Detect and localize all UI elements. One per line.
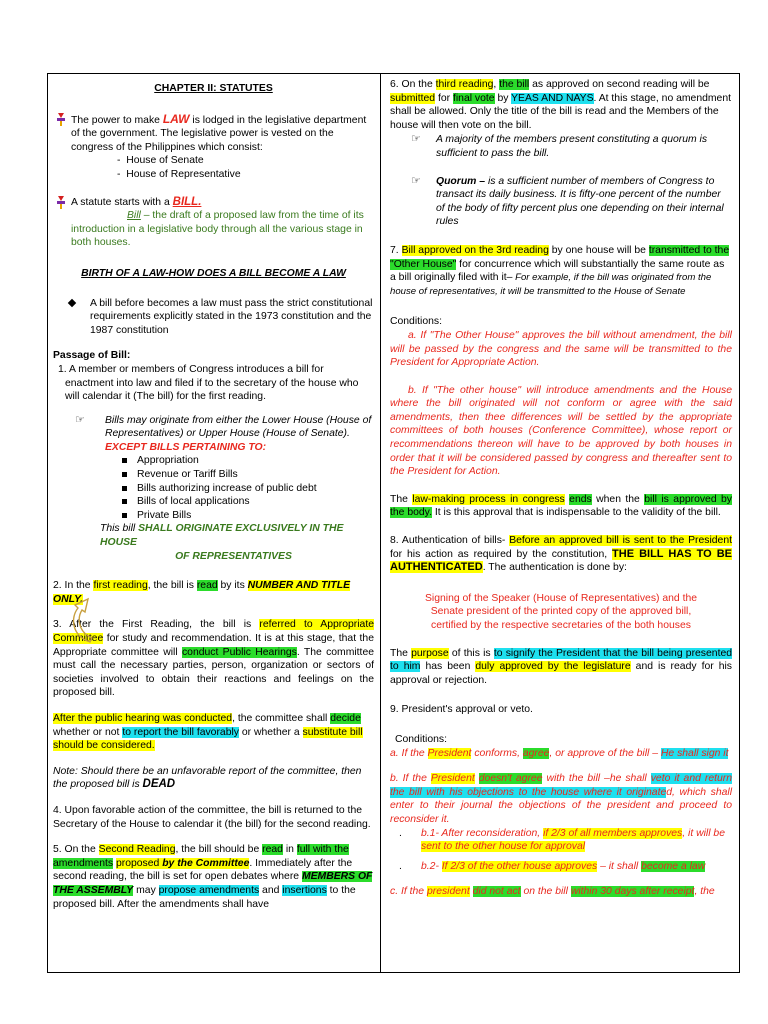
- except-item: Revenue or Tariff Bills: [122, 468, 374, 482]
- document-table: [47, 73, 740, 973]
- pushpin-icon: [53, 113, 71, 126]
- except-item: Bills authorizing increase of public debt: [122, 482, 374, 496]
- right-column: [381, 74, 739, 972]
- diamond-bullet-icon: [68, 298, 76, 306]
- condition-b2: . b.2- If 2/3 of the other house approves – it shall become a law: [399, 860, 706, 872]
- step-3: 3. After the First Reading, the bill is referred to Appropriate Committee for study and recommendation. It is at this stage, that the Appropriate committee will conduct Public Hearings. The committee must call the necessary parties, person, organization or sectors of societies involved to obtain their reactions and feelings on the proposed bill.: [53, 619, 375, 699]
- public-hearing-paragraph: After the public hearing was conducted, the committee shall decide whether or not to report the bill favorably or whether a substitute bill should be considered.: [53, 712, 363, 752]
- bill-definition: Bill – the draft of a proposed law from the time of its introduction in a legislative body through all the various stage in both houses.: [71, 210, 364, 249]
- quorum-majority: ☞ A majority of the members present constituting a quorum is sufficient to pass the bill.: [390, 133, 732, 160]
- condition-a: a. If "The Other House" approves the bill without amendment, the bill will be passed by the congress and the same will be transmitted to the President for Appropriate Action.: [390, 329, 732, 369]
- signing-line: Senate president of the printed copy of the approved bill,: [430, 606, 692, 618]
- note-paragraph: Note: Should there be an unfavorable report of the committee, then the proposed bill is DEAD: [53, 765, 362, 791]
- statute-paragraph: A statute starts with a BILL.: [53, 196, 374, 210]
- passage-heading: Passage of Bill:: [53, 350, 131, 362]
- pointing-hand-icon: ☞: [411, 133, 421, 146]
- left-column: CHAPTER II: STATUTES The power to make LAW is lodged in the legislative department of the government. The legislative power is vested on the congress of the Philippines which consist: - House of Senate - House of Representative A statute starts with a BILL. Bill – the draft of a proposed law from the time of its introduction in a legislative body through all the various stage in both houses. BIRTH OF A LAW-HOW DOES A BILL BECOME A LAW A bill before becomes a law must pass the strict constitutional requirements explicitly stated in the 1973 constitution and the 1987 constitution Passage of Bill: 1. A member or members of Congress introduces a bill for enactment into law and filed if to the secretary of the house who will calendar it (The bill) for the first reading. ☞ Bills may originate from either the Lower House (House of Representatives) or Upper House (House of Senate). EXCEPT BILLS PERTAINING TO: Appropriation Revenue or Tariff Bills Bills authorizing increase of public debt Bills of local applications Private Bills This bill SHALL ORIGINATE EXCLUSIVELY IN THE HOUSE OF REPRESENTATIVES 2. In the first reading, the bill is read by its NUMBER AND TITLE ONLY. 3. After the First Reading, the bill is referred to Appropriate Committee for study and recommendation. It is at this stage, that the Appropriate committee will conduct Public Hearings. The committee must call the necessary parties, person, organization or sectors of societies involved to obtain their reactions and feelings on the proposed bill. After the public hearing was conducted, the committee shall decide whether or not to report the bill favorably or whether a substitute bill should be considered. Note: Should there be an unfavorable report of the committee, then the proposed bill is DEAD 4. Upon favorable action of the committee, the bill is returned to the Secretary of the House to calendar it (the bill) for the second reading. 5. On the Second Reading, the bill should be read in full with the amendments proposed by the Committee. Immediately after the second reading, the bill is set for open debates where MEMBERS OF THE ASSEMBLY may propose amendments and insertions to the proposed bill. After the amendments shall have: [48, 74, 381, 972]
- bill-word: BILL.: [172, 195, 202, 208]
- president-condition-c: c. If the president did not act on the bill within 30 days after receipt, the: [390, 886, 715, 898]
- square-bullet-icon: [122, 458, 127, 463]
- house-item: - House of Senate: [117, 155, 204, 167]
- square-bullet-icon: [122, 486, 127, 491]
- except-item: Bills of local applications: [122, 495, 374, 509]
- step-5: 5. On the Second Reading, the bill should be read in full with the amendments proposed by the Committee. Immediately after the second reading, the bill is set for open debates where MEMBERS OF THE ASSEMBLY may propose amendments and insertions to the proposed bill. After the amendments shall have: [53, 844, 373, 910]
- quorum-definition: ☞ Quorum – is a sufficient number of members of Congress to transact its daily business. It is fifty-one percent of the number of the body of fifty percent plus one depending on their internal rules: [390, 175, 732, 229]
- condition-b1: . b.1- After reconsideration, if 2/3 of all members approves, it will be sent to the other house for approval: [399, 827, 725, 853]
- pointing-hand-icon: ☞: [75, 413, 85, 426]
- square-bullet-icon: [122, 513, 127, 518]
- purpose-paragraph: The purpose of this is to signify the President that the bill being presented to him has been duly approved by the legislature and is ready for his approval or rejection.: [390, 647, 733, 686]
- signing-line: Signing of the Speaker (House of Representatives) and the: [424, 592, 698, 604]
- except-item: Appropriation: [122, 454, 374, 468]
- strict-requirement: A bill before becomes a law must pass the strict constitutional requirements explicitly stated in the 1973 constitution and the 1987 constitution: [53, 297, 374, 338]
- except-heading: EXCEPT BILLS PERTAINING TO:: [105, 441, 267, 453]
- originate-paragraph: ☞ Bills may originate from either the Lower House (House of Representatives) or Upper House (House of Senate).: [53, 414, 374, 441]
- signing-line: certified by the respective secretaries of the both houses: [431, 620, 691, 631]
- curved-arrow-icon: [68, 596, 94, 644]
- condition-b: b. If "The other house" will introduce amendments and the House where the bill originated will not conform or agree with the said amendments, then thee differences will be settled by the appropriate committees of both houses (Conference Committee), whose report or recommendations thereon will have to be approved by both houses in order that it will be considered passed by congress and thereafter sent to the President for Action.: [390, 384, 732, 478]
- except-item: Private Bills: [122, 509, 374, 523]
- birth-heading: BIRTH OF A LAW-HOW DOES A BILL BECOME A LAW: [81, 267, 346, 279]
- shall-originate-line: This bill SHALL ORIGINATE EXCLUSIVELY IN THE HOUSE: [100, 523, 344, 549]
- president-condition-b: b. If the President doesn't agree with the bill –he shall veto it and return the bill with his objections to the house where it originated, which shall enter to their journal the objections of the president and proceed to reconsider it.: [390, 773, 733, 825]
- law-word: LAW: [162, 111, 190, 126]
- step-9: 9. President's approval or veto.: [390, 704, 533, 716]
- step-2: 2. In the first reading, the bill is read by its NUMBER AND TITLE ONLY.: [53, 580, 351, 605]
- step-7: 7. Bill approved on the 3rd reading by one house will be transmitted to the "Other House" for concurrence which will substantially the same route as a bill originally filed with it– For example, if the bill was originated from the house of representatives, it will be transmitted to the House of Senate: [390, 244, 730, 297]
- house-item: - House of Representative: [117, 168, 241, 180]
- step-6: 6. On the third reading, the bill as approved on second reading will be submitted for final vote by YEAS AND NAYS. At this stage, no amendment shall be allowed. Only the title of the bill is read and the Members of the house will then vote on the bill.: [390, 79, 731, 131]
- law-making-paragraph: The law-making process in congress ends when the bill is approved by the body. It is this approval that is indispensable to the validity of the bill.: [390, 493, 733, 519]
- step-8: 8. Authentication of bills- Before an approved bill is sent to the President for his action as required by the constitution, THE BILL HAS TO BE AUTHENTICATED. The authentication is done by:: [390, 535, 732, 574]
- chapter-title: CHAPTER II: STATUTES: [154, 83, 273, 94]
- conditions-label: Conditions:: [390, 316, 442, 328]
- pointing-hand-icon: ☞: [411, 174, 421, 187]
- pushpin-icon: [53, 196, 71, 209]
- president-condition-a: a. If the President conforms, agree, or approve of the bill – He shall sign it: [390, 747, 729, 759]
- square-bullet-icon: [122, 499, 127, 504]
- step-1: 1. A member or members of Congress introduces a bill for enactment into law and filed if to the secretary of the house who will calendar it (The bill) for the first reading.: [58, 363, 359, 403]
- step-4: 4. Upon favorable action of the committee, the bill is returned to the Secretary of the House to calendar it (the bill) for the second reading.: [53, 804, 371, 830]
- law-paragraph: The power to make LAW is lodged in the legislative department of the government. The legislative power is vested on the congress of the Philippines which consist:: [53, 113, 374, 155]
- square-bullet-icon: [122, 472, 127, 477]
- conditions-label-2: Conditions:: [395, 733, 447, 745]
